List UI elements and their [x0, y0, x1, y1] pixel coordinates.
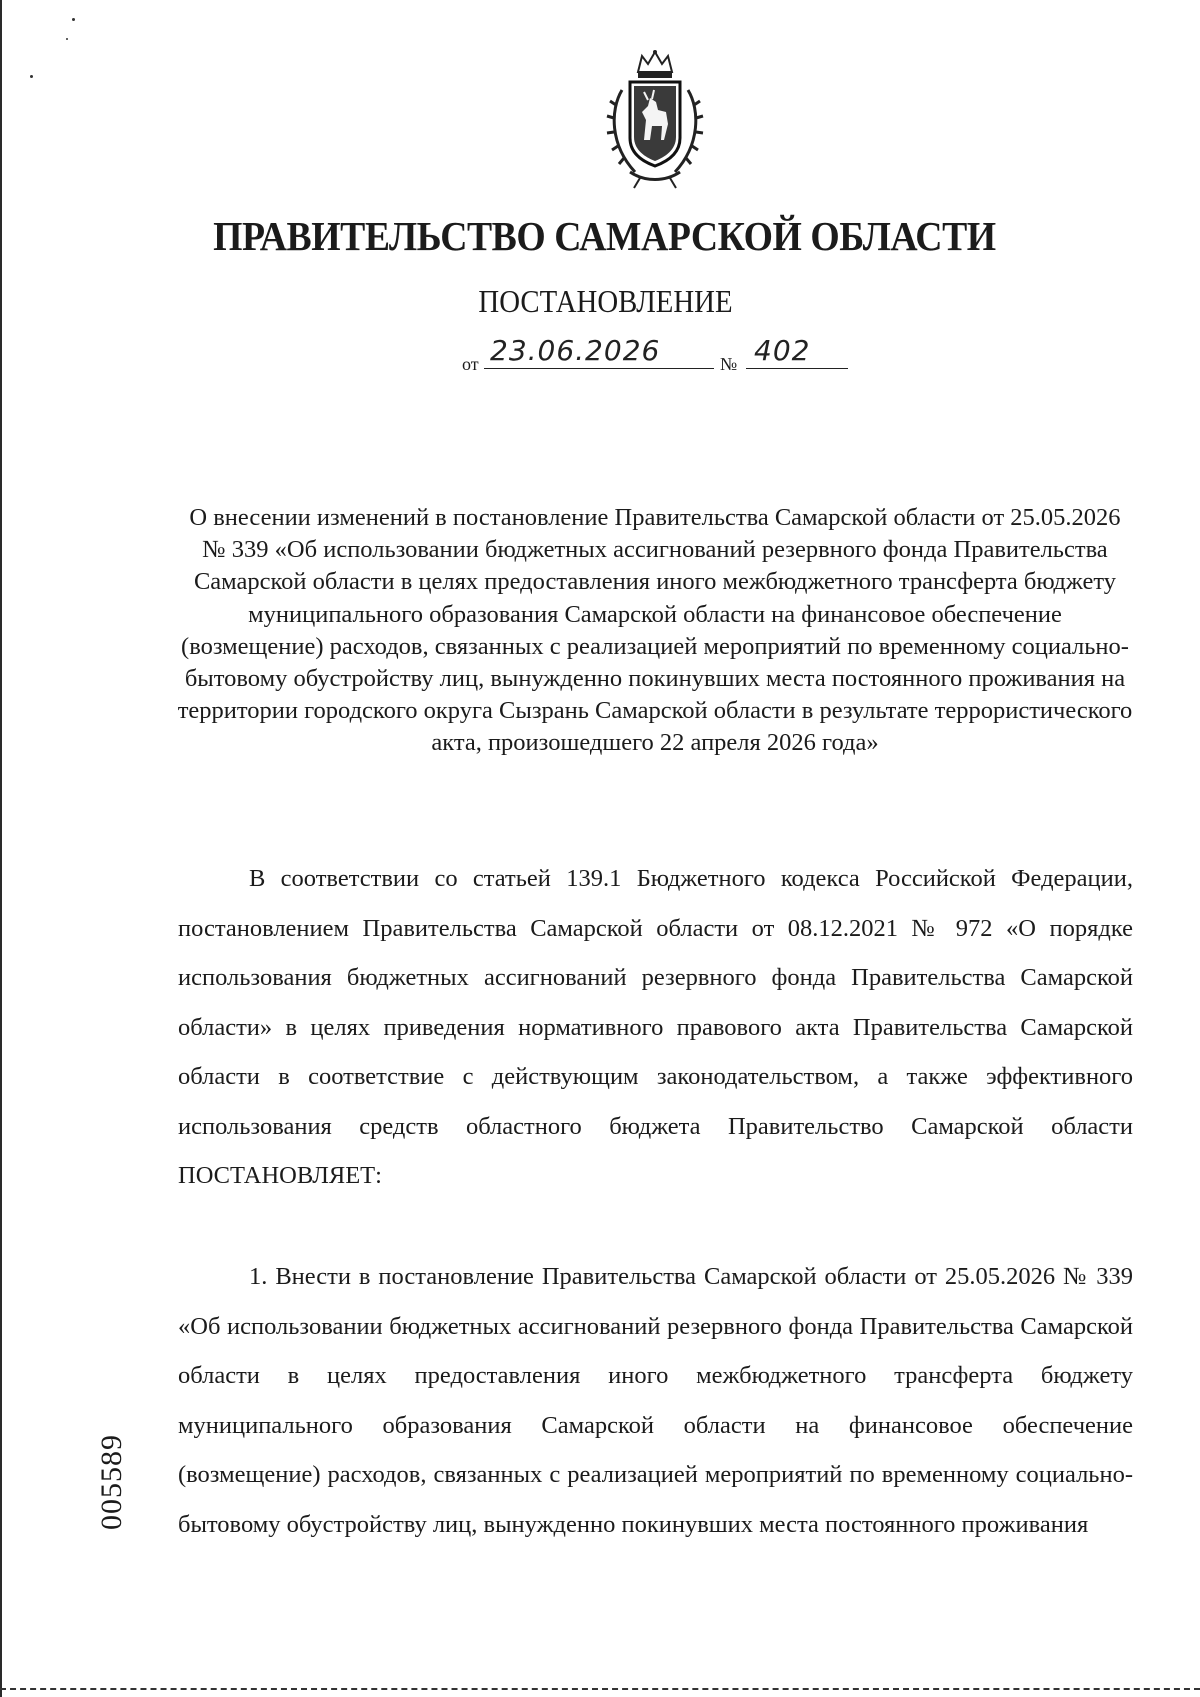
handwritten-number: 402	[754, 334, 811, 367]
date-prefix: от	[462, 354, 479, 374]
scan-speck	[72, 18, 75, 21]
item-1-paragraph: 1. Внести в постановление Правительства Самарской области от 25.05.2026 № 339 «Об использовании бюджетных ассигнований резервного фонда Правительства Самарской области в целях предоставления иного межбюджетного трансферта бюджету муниципального образования Самарской области на финансовое обеспечение (возмещение) расходов, связанных с реализацией мероприятий по временному социально-бытовому обустройству лиц, вынужденно покинувших места постоянного проживания	[178, 1263, 1133, 1538]
document-type: ПОСТАНОВЛЕНИЕ	[478, 283, 733, 319]
document-subject: О внесении изменений в постановление Правительства Самарской области от 25.05.2026 № 339 «Об использовании бюджетных ассигнований резервного фонда Правительства Самарской области в целях предоставления иного межбюджетного трансферта бюджету муниципального образования Самарской области на финансовое обеспечение (возмещение) расходов, связанных с реализацией мероприятий по временному социально-бытовому обустройству лиц, вынужденно покинувших места постоянного проживания на территории городского округа Сызрань Самарской области в результате террористического акта, произошедшего 22 апреля 2026 года»	[177, 504, 1133, 757]
handwritten-date: 23.06.2026	[490, 334, 661, 367]
scan-speck	[30, 75, 33, 78]
preamble-paragraph: В соответствии со статьей 139.1 Бюджетного кодекса Российской Федерации, постановлением Правительства Самарской области от 08.12.2021 № 972 «О порядке использования бюджетных ассигнований резервного фонда Правительства Самарской области» в целях приведения нормативного правового акта Правительства Самарской области в соответствие с действующим законодательством, а также эффективного использования средств областного бюджета Правительство Самарской области ПОСТАНОВЛЯЕТ:	[178, 865, 1133, 1189]
scan-bottom-border	[0, 1688, 1200, 1693]
scan-speck	[66, 38, 68, 40]
date-underline	[484, 368, 714, 369]
margin-registration-code: 005589	[95, 1434, 128, 1530]
samara-coat-of-arms-icon	[600, 50, 710, 190]
page-edge	[0, 0, 2, 1697]
number-underline	[746, 368, 848, 369]
number-prefix: №	[720, 354, 738, 374]
government-title: ПРАВИТЕЛЬСТВО САМАРСКОЙ ОБЛАСТИ	[213, 213, 996, 259]
coat-of-arms	[600, 50, 710, 190]
